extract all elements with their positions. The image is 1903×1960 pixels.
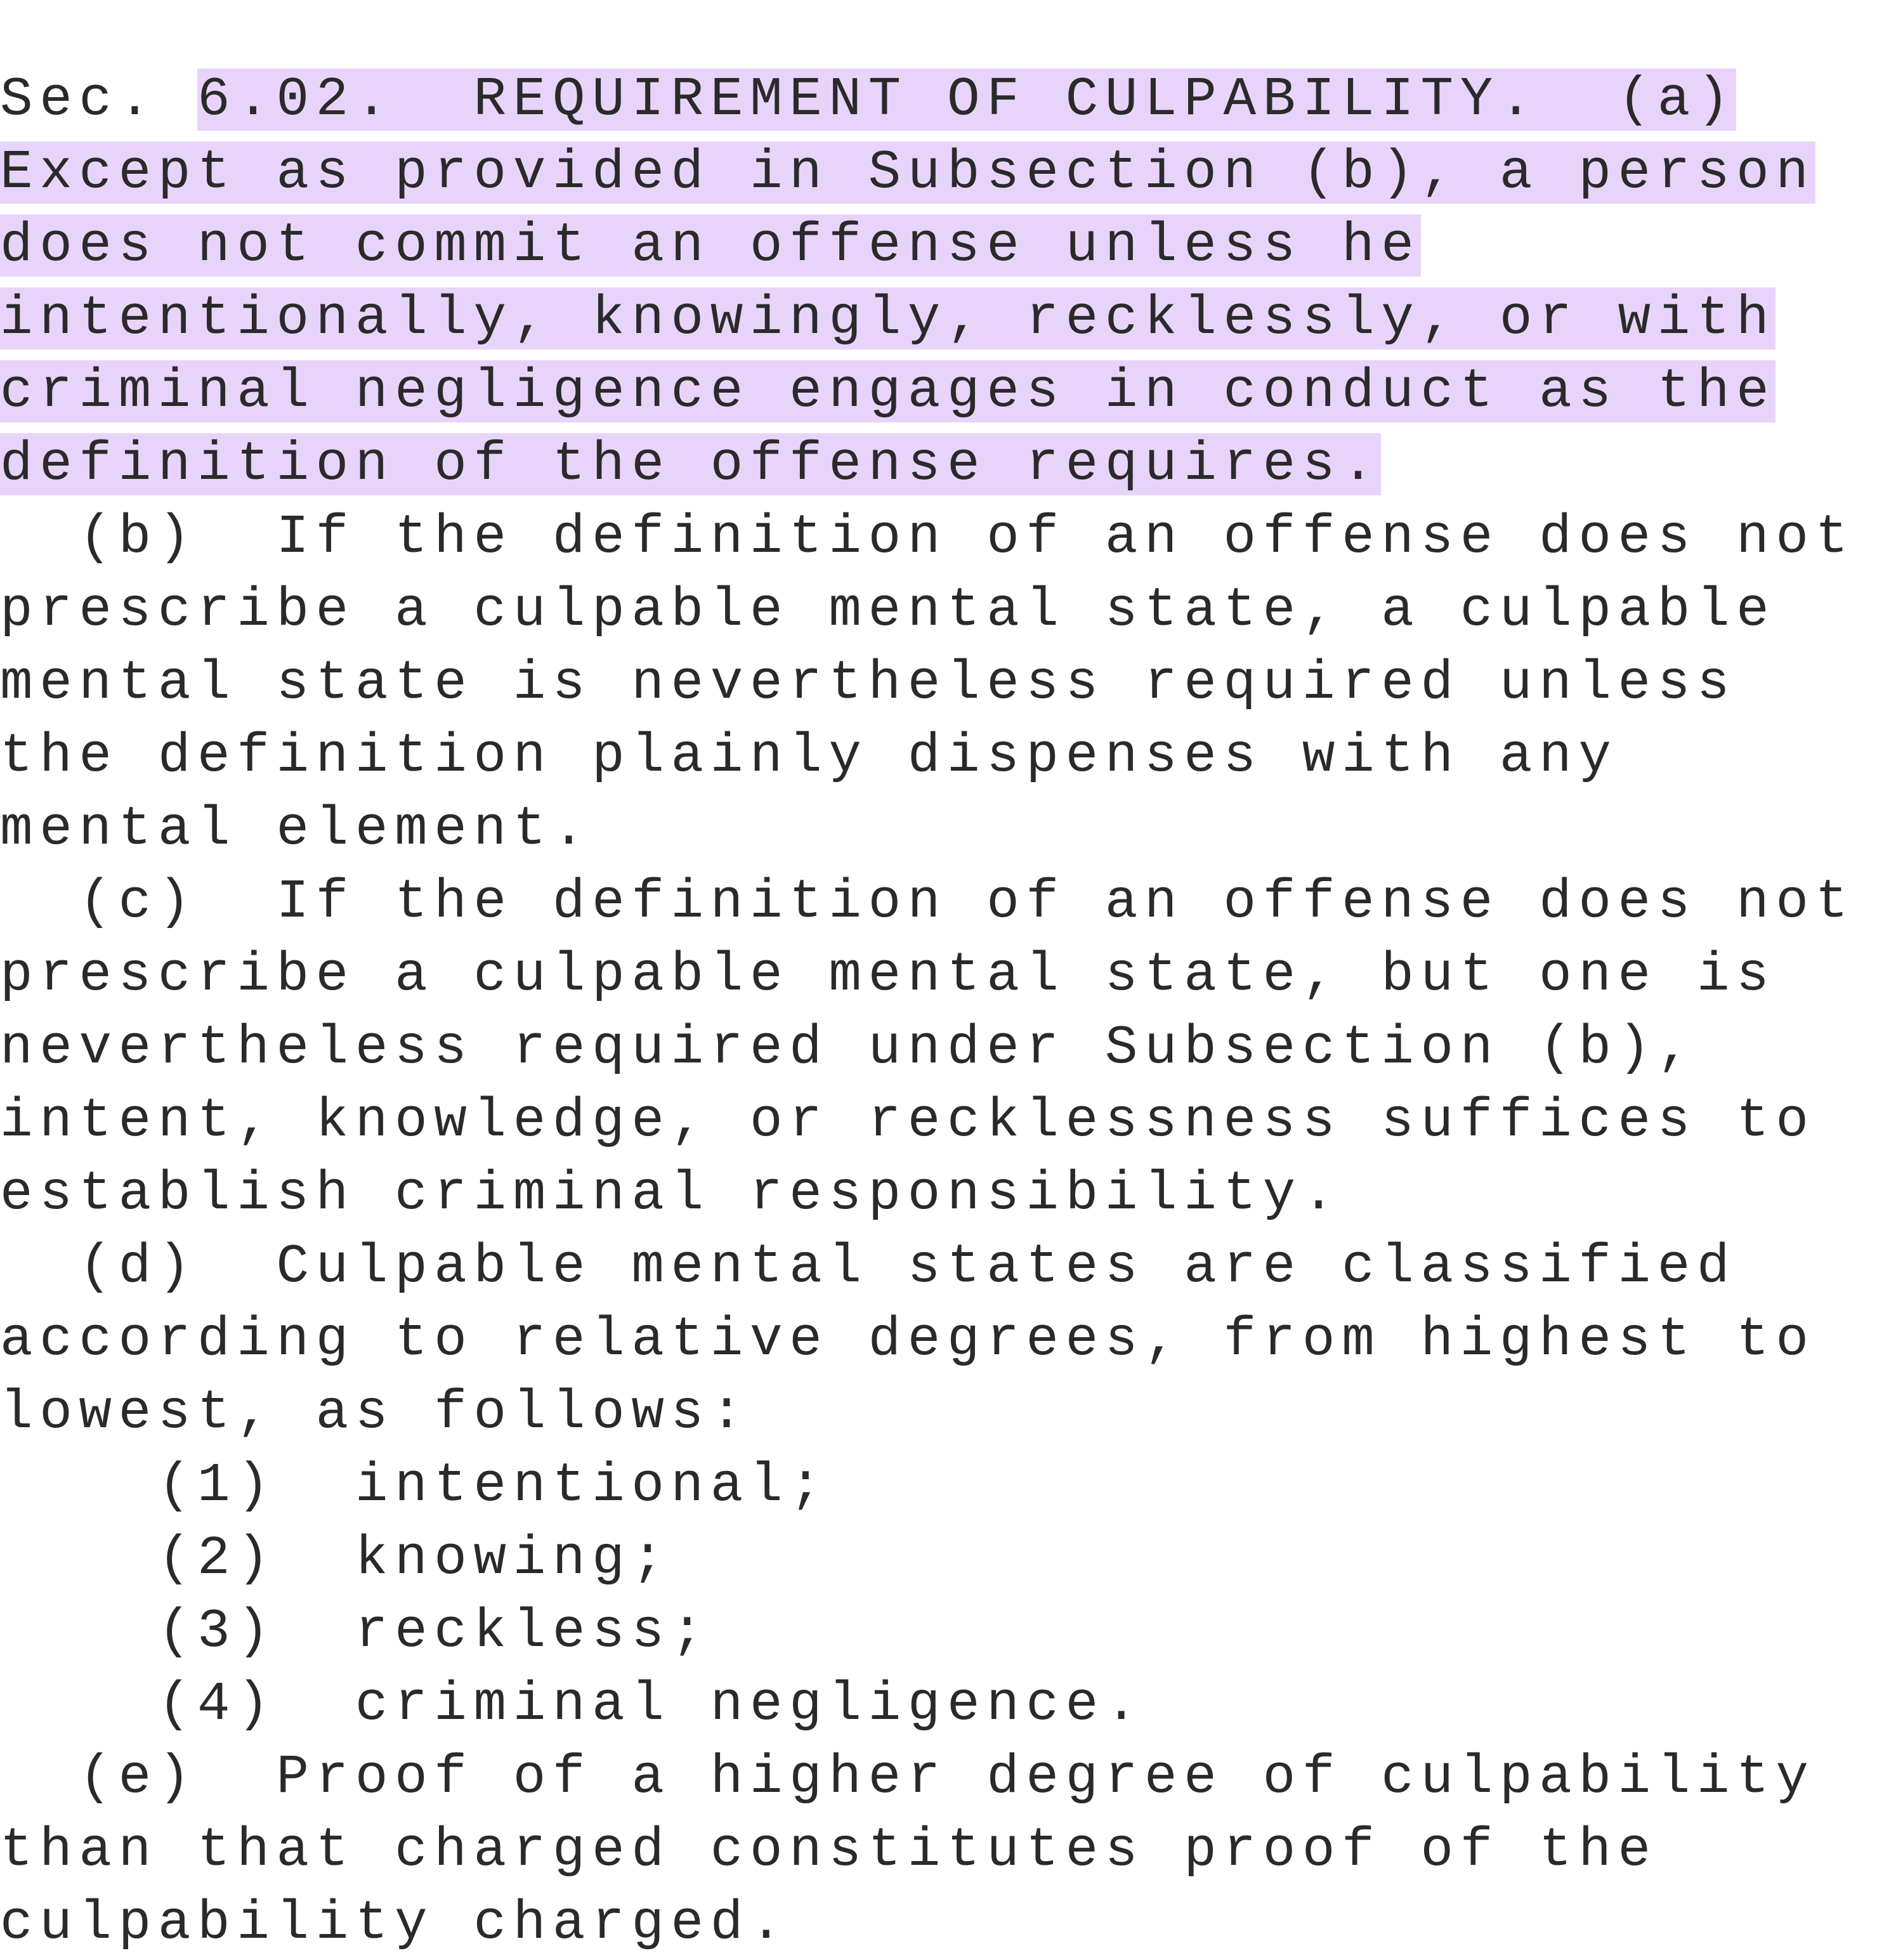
line-indent: [0, 1236, 79, 1298]
line-indent: [0, 871, 79, 933]
line-text: than that charged constitutes proof of the: [0, 1819, 1658, 1881]
line-indent: [0, 506, 79, 568]
text-line: [0, 1814, 1658, 1887]
text-line: [0, 1303, 1815, 1376]
text-line: [0, 428, 1381, 501]
text-line: [0, 355, 1775, 428]
line-text: (e) Proof of a higher degree of culpability: [79, 1746, 1815, 1808]
text-line: [0, 793, 592, 866]
section-lead-in: Sec.: [0, 69, 198, 131]
text-line: [0, 136, 1815, 209]
line-text: (3) reckless;: [157, 1600, 710, 1663]
line-text: prescribe a culpable mental state, but one is: [0, 944, 1776, 1006]
text-line: [0, 1595, 710, 1668]
text-line: [0, 1376, 750, 1449]
section-heading: 6.02. REQUIREMENT OF CULPABILITY.: [197, 69, 1540, 131]
section-heading-line: [0, 63, 1736, 136]
line-text: prescribe a culpable mental state, a culpable: [0, 579, 1776, 641]
line-indent: [0, 1746, 79, 1808]
line-text: (4) criminal negligence.: [157, 1673, 1145, 1735]
highlighted-text: Except as provided in Subsection (b), a person: [0, 141, 1815, 204]
text-line: [0, 1887, 789, 1960]
text-line: [0, 720, 1618, 793]
line-text: nevertheless required under Subsection (b),: [0, 1017, 1697, 1079]
text-line: [0, 1085, 1815, 1158]
line-text: according to relative degrees, from highest to: [0, 1309, 1815, 1371]
line-text: mental state is nevertheless required unless: [0, 652, 1737, 714]
highlighted-text: does not commit an offense unless he: [0, 214, 1421, 277]
text-line: [0, 574, 1775, 647]
line-text: mental element.: [0, 798, 592, 860]
line-text: establish criminal responsibility.: [0, 1163, 1342, 1225]
line-indent: [0, 1673, 158, 1735]
line-indent: [0, 1600, 158, 1663]
text-line: [0, 1231, 1736, 1303]
text-line: [0, 866, 1855, 939]
text-line: [0, 209, 1421, 282]
highlighted-text: intentionally, knowingly, recklessly, or with: [0, 287, 1776, 350]
line-text: (b) If the definition of an offense does not: [79, 506, 1855, 568]
text-line: [0, 501, 1855, 574]
text-line: [0, 647, 1736, 720]
text-line: [0, 1449, 828, 1522]
highlighted-text: criminal negligence engages in conduct as the: [0, 360, 1776, 422]
line-text: (c) If the definition of an offense does not: [79, 871, 1855, 933]
text-line: [0, 1158, 1342, 1231]
text-line: [0, 1668, 1144, 1741]
line-text: lowest, as follows:: [0, 1382, 750, 1444]
text-line: [0, 282, 1775, 355]
text-line: [0, 939, 1775, 1012]
text-line: [0, 1012, 1697, 1085]
line-text: (1) intentional;: [157, 1454, 829, 1517]
subsection-a-marker: (a): [1539, 69, 1737, 131]
text-line: [0, 1741, 1815, 1814]
line-text: (2) knowing;: [157, 1527, 671, 1590]
line-text: intent, knowledge, or recklessness suffices to: [0, 1090, 1815, 1152]
line-indent: [0, 1454, 158, 1517]
line-text: culpability charged.: [0, 1892, 790, 1954]
highlighted-text: definition of the offense requires.: [0, 433, 1382, 495]
text-line: [0, 1522, 671, 1595]
line-indent: [0, 1527, 158, 1590]
line-text: the definition plainly dispenses with any: [0, 725, 1618, 787]
line-text: (d) Culpable mental states are classified: [79, 1236, 1737, 1298]
